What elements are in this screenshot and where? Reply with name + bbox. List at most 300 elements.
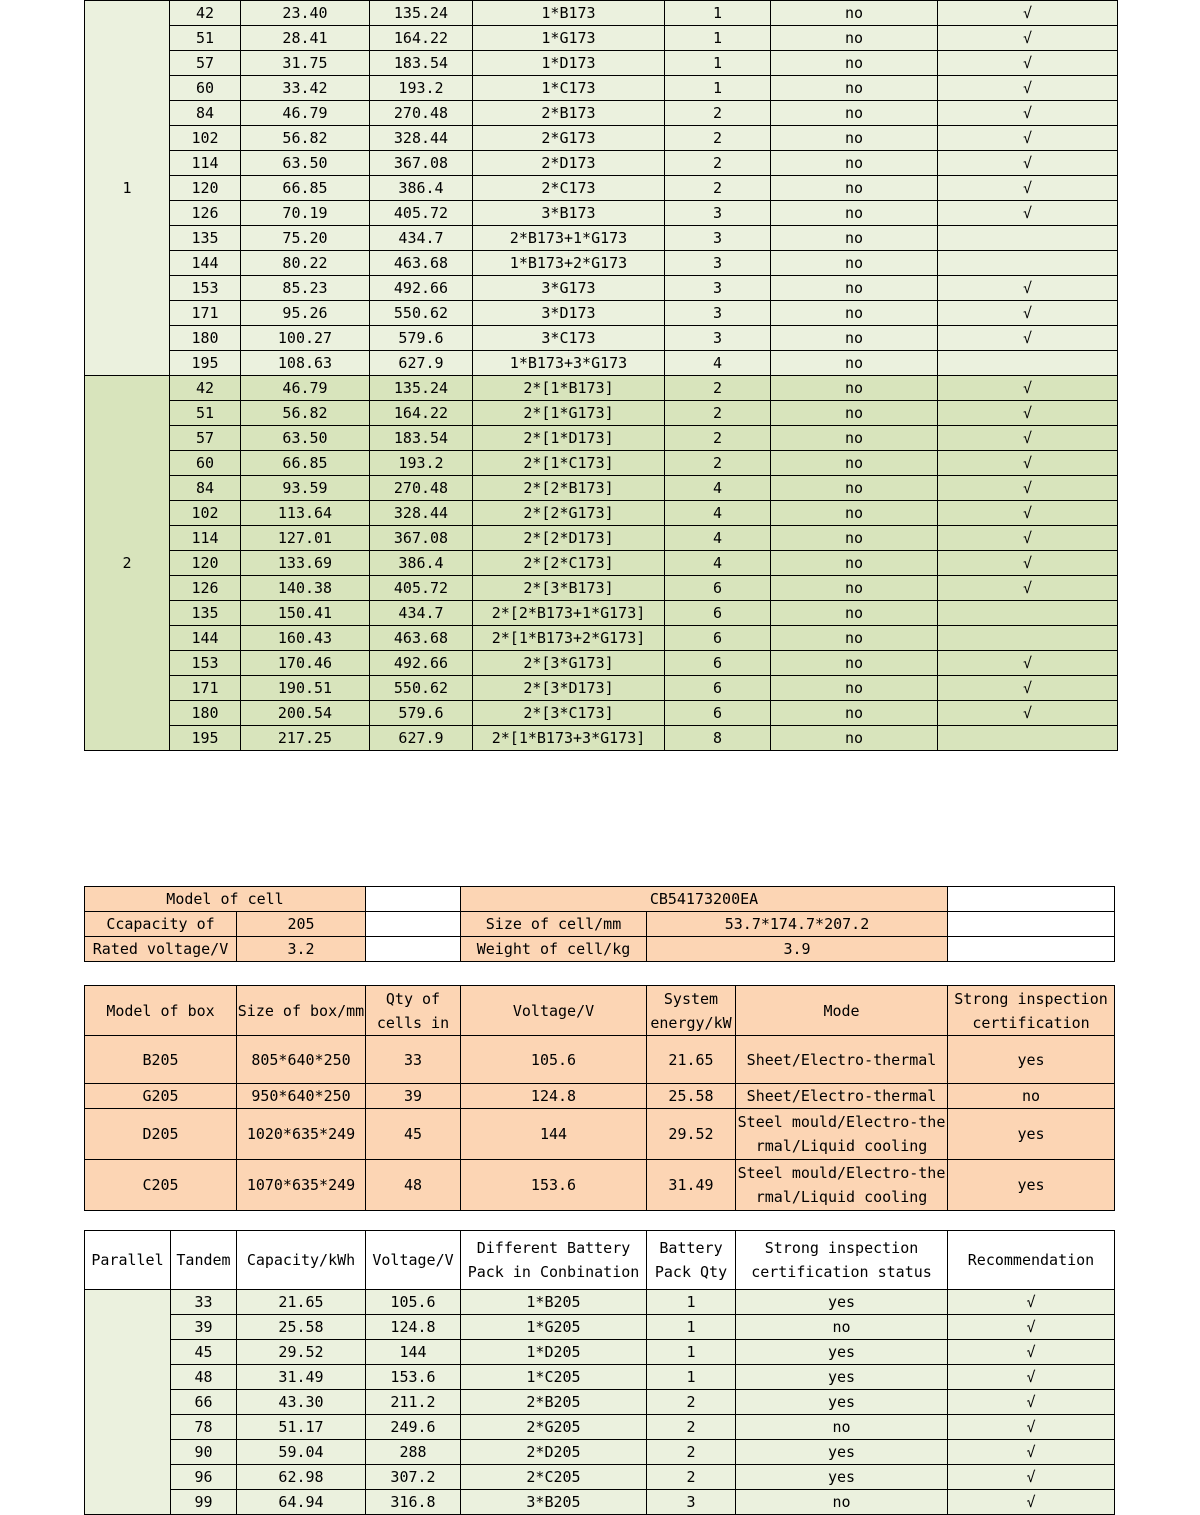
capacity-cell: 93.59 — [241, 476, 370, 501]
tandem-cell: 102 — [170, 501, 241, 526]
recommendation-cell: √ — [938, 551, 1118, 576]
pack-qty-cell: 2 — [665, 401, 771, 426]
table-row — [85, 576, 1118, 601]
pack-qty-cell: 1 — [665, 1, 771, 26]
pack-qty-cell: 1 — [665, 51, 771, 76]
voltage-cell: 627.9 — [370, 726, 473, 751]
parallel-cell: 2 — [85, 376, 170, 751]
capacity-cell: 43.30 — [237, 1390, 366, 1415]
combination-cell: 3*B173 — [473, 201, 665, 226]
combination-table-205-body — [85, 1231, 1115, 1515]
box-header-row — [85, 986, 1115, 1036]
table-row — [85, 426, 1118, 451]
pack-qty-cell: 1 — [665, 26, 771, 51]
tandem-cell: 42 — [170, 1, 241, 26]
voltage-cell: 627.9 — [370, 351, 473, 376]
capacity-cell: 63.50 — [241, 151, 370, 176]
tandem-cell: 51 — [170, 26, 241, 51]
table-row — [85, 1315, 1115, 1340]
tandem-cell: 99 — [171, 1490, 237, 1515]
table-row — [85, 1, 1118, 26]
tandem-cell: 153 — [170, 651, 241, 676]
pack-qty-cell: 1 — [647, 1315, 736, 1340]
cell-weight-label: Weight of cell/kg — [461, 937, 647, 962]
box-voltage: 105.6 — [461, 1036, 647, 1084]
tandem-cell: 102 — [170, 126, 241, 151]
pack-qty-cell: 2 — [665, 101, 771, 126]
box-voltage: 153.6 — [461, 1160, 647, 1211]
combination-cell: 2*B173+1*G173 — [473, 226, 665, 251]
pack-qty-cell: 1 — [647, 1290, 736, 1315]
pack-qty-cell: 6 — [665, 626, 771, 651]
pack-qty-cell: 4 — [665, 476, 771, 501]
capacity-cell: 66.85 — [241, 451, 370, 476]
combination-table-173-body — [85, 0, 1118, 751]
voltage-cell: 288 — [366, 1440, 461, 1465]
tandem-cell: 120 — [170, 176, 241, 201]
cert-status-cell: no — [771, 301, 938, 326]
table-row — [85, 126, 1118, 151]
capacity-cell: 62.98 — [237, 1465, 366, 1490]
recommendation-cell — [938, 226, 1118, 251]
table-row — [85, 176, 1118, 201]
recommendation-cell: √ — [948, 1365, 1115, 1390]
combination-cell: 2*G205 — [461, 1415, 647, 1440]
recommendation-cell — [938, 601, 1118, 626]
combination-cell: 1*G173 — [473, 26, 665, 51]
table-row — [85, 1490, 1115, 1515]
tandem-cell: 84 — [170, 476, 241, 501]
tandem-cell: 57 — [170, 51, 241, 76]
recommendation-cell: √ — [948, 1415, 1115, 1440]
pack-qty-cell: 3 — [665, 201, 771, 226]
tandem-cell: 144 — [170, 251, 241, 276]
pack-qty-cell: 2 — [647, 1440, 736, 1465]
pack-qty-cell: 8 — [665, 726, 771, 751]
capacity-cell: 108.63 — [241, 351, 370, 376]
box-mode: Sheet/Electro-thermal — [736, 1036, 948, 1084]
recommendation-cell: √ — [938, 651, 1118, 676]
capacity-cell: 160.43 — [241, 626, 370, 651]
combination-cell: 2*[1*B173+2*G173] — [473, 626, 665, 651]
pack-qty-cell: 2 — [665, 151, 771, 176]
combination-cell: 2*[2*D173] — [473, 526, 665, 551]
cert-status-cell: no — [771, 51, 938, 76]
combo-header-row — [85, 1231, 1115, 1290]
table-row — [85, 351, 1118, 376]
cell-model-value: CB54173200EA — [461, 887, 948, 912]
recommendation-cell: √ — [938, 476, 1118, 501]
cert-status-cell: yes — [736, 1365, 948, 1390]
cell-capacity-row — [85, 912, 1115, 937]
recommendation-cell — [938, 251, 1118, 276]
combination-table-205 — [84, 1230, 1115, 1515]
capacity-cell: 113.64 — [241, 501, 370, 526]
voltage-cell: 316.8 — [366, 1490, 461, 1515]
pack-qty-cell: 3 — [665, 251, 771, 276]
tandem-cell: 114 — [170, 151, 241, 176]
box-voltage: 124.8 — [461, 1084, 647, 1109]
recommendation-cell: √ — [938, 576, 1118, 601]
box-size: 1070*635*249 — [237, 1160, 366, 1211]
pack-qty-cell: 2 — [665, 426, 771, 451]
cert-status-cell: no — [771, 626, 938, 651]
tandem-cell: 120 — [170, 551, 241, 576]
tandem-cell: 180 — [170, 701, 241, 726]
table-row — [85, 76, 1118, 101]
recommendation-cell: √ — [938, 701, 1118, 726]
box-size: 1020*635*249 — [237, 1109, 366, 1160]
cert-status-cell: no — [771, 276, 938, 301]
recommendation-cell: √ — [948, 1290, 1115, 1315]
combo-header-voltage: Voltage/V — [366, 1231, 461, 1290]
cert-status-cell: no — [771, 76, 938, 101]
table-row — [85, 726, 1118, 751]
tandem-cell: 42 — [170, 376, 241, 401]
box-model: B205 — [85, 1036, 237, 1084]
table-row — [85, 51, 1118, 76]
combination-cell: 2*[2*G173] — [473, 501, 665, 526]
capacity-cell: 25.58 — [237, 1315, 366, 1340]
box-row-b205 — [85, 1036, 1115, 1084]
recommendation-cell: √ — [938, 76, 1118, 101]
combination-cell: 3*D173 — [473, 301, 665, 326]
combo-header-combination: Different Battery Pack in Conbination — [461, 1231, 647, 1290]
table-row — [85, 226, 1118, 251]
pack-qty-cell: 2 — [665, 451, 771, 476]
cert-status-cell: yes — [736, 1440, 948, 1465]
tandem-cell: 144 — [170, 626, 241, 651]
combination-cell: 2*[1*D173] — [473, 426, 665, 451]
capacity-cell: 46.79 — [241, 376, 370, 401]
voltage-cell: 550.62 — [370, 676, 473, 701]
tandem-cell: 57 — [170, 426, 241, 451]
recommendation-cell: √ — [948, 1465, 1115, 1490]
box-mode: Steel mould/Electro-thermal/Liquid cooling — [736, 1109, 948, 1160]
recommendation-cell: √ — [938, 401, 1118, 426]
table-row — [85, 1465, 1115, 1490]
combination-cell: 3*G173 — [473, 276, 665, 301]
combo-header-pack-qty: Battery Pack Qty — [647, 1231, 736, 1290]
tandem-cell: 153 — [170, 276, 241, 301]
tandem-cell: 39 — [171, 1315, 237, 1340]
voltage-cell: 270.48 — [370, 101, 473, 126]
cert-status-cell: no — [771, 26, 938, 51]
recommendation-cell: √ — [938, 326, 1118, 351]
combination-cell: 2*B205 — [461, 1390, 647, 1415]
tandem-cell: 84 — [170, 101, 241, 126]
pack-qty-cell: 4 — [665, 501, 771, 526]
voltage-cell: 164.22 — [370, 401, 473, 426]
voltage-cell: 463.68 — [370, 251, 473, 276]
voltage-cell: 270.48 — [370, 476, 473, 501]
table-row — [85, 1340, 1115, 1365]
pack-qty-cell: 3 — [647, 1490, 736, 1515]
capacity-cell: 63.50 — [241, 426, 370, 451]
voltage-cell: 550.62 — [370, 301, 473, 326]
capacity-cell: 64.94 — [237, 1490, 366, 1515]
combination-cell: 3*C173 — [473, 326, 665, 351]
table-row — [85, 1390, 1115, 1415]
cell-capacity-value: 205 — [237, 912, 366, 937]
table-row — [85, 501, 1118, 526]
combination-cell: 3*B205 — [461, 1490, 647, 1515]
box-size: 805*640*250 — [237, 1036, 366, 1084]
cert-status-cell: no — [771, 326, 938, 351]
combo-header-parallel: Parallel — [85, 1231, 171, 1290]
pack-qty-cell: 4 — [665, 551, 771, 576]
capacity-cell: 133.69 — [241, 551, 370, 576]
recommendation-cell: √ — [938, 676, 1118, 701]
box-row-d205 — [85, 1109, 1115, 1160]
cert-status-cell: yes — [736, 1465, 948, 1490]
cert-status-cell: no — [771, 176, 938, 201]
voltage-cell: 135.24 — [370, 1, 473, 26]
combination-cell: 2*[3*G173] — [473, 651, 665, 676]
pack-qty-cell: 2 — [665, 176, 771, 201]
capacity-cell: 200.54 — [241, 701, 370, 726]
box-header-cert: Strong inspection certification — [948, 986, 1115, 1036]
combination-cell: 2*[3*D173] — [473, 676, 665, 701]
voltage-cell: 135.24 — [370, 376, 473, 401]
capacity-cell: 95.26 — [241, 301, 370, 326]
table-row — [85, 301, 1118, 326]
cell-voltage-label: Rated voltage/V — [85, 937, 237, 962]
box-header-mode: Mode — [736, 986, 948, 1036]
box-qty: 39 — [366, 1084, 461, 1109]
cert-status-cell: no — [771, 376, 938, 401]
box-row-g205 — [85, 1084, 1115, 1109]
pack-qty-cell: 1 — [665, 76, 771, 101]
table-row — [85, 601, 1118, 626]
cell-box-spec-table — [84, 886, 1115, 1211]
voltage-cell: 193.2 — [370, 451, 473, 476]
tandem-cell: 66 — [171, 1390, 237, 1415]
pack-qty-cell: 6 — [665, 601, 771, 626]
table-row — [85, 26, 1118, 51]
combination-cell: 2*[3*B173] — [473, 576, 665, 601]
box-header-qty: Qty of cells in — [366, 986, 461, 1036]
table-row — [85, 376, 1118, 401]
cert-status-cell: no — [771, 726, 938, 751]
recommendation-cell: √ — [938, 501, 1118, 526]
tandem-cell: 114 — [170, 526, 241, 551]
cell-voltage-row — [85, 937, 1115, 962]
capacity-cell: 100.27 — [241, 326, 370, 351]
pack-qty-cell: 1 — [647, 1365, 736, 1390]
voltage-cell: 405.72 — [370, 201, 473, 226]
combo-header-capacity: Capacity/kWh — [237, 1231, 366, 1290]
table-row — [85, 326, 1118, 351]
recommendation-cell: √ — [938, 26, 1118, 51]
cert-status-cell: yes — [736, 1390, 948, 1415]
combination-cell: 2*[2*C173] — [473, 551, 665, 576]
box-model: G205 — [85, 1084, 237, 1109]
capacity-cell: 29.52 — [237, 1340, 366, 1365]
combination-cell: 2*[1*C173] — [473, 451, 665, 476]
tandem-cell: 135 — [170, 226, 241, 251]
capacity-cell: 75.20 — [241, 226, 370, 251]
table-row — [85, 276, 1118, 301]
recommendation-cell: √ — [948, 1490, 1115, 1515]
voltage-cell: 144 — [366, 1340, 461, 1365]
pack-qty-cell: 2 — [665, 126, 771, 151]
cell-model-row — [85, 887, 1115, 912]
tandem-cell: 45 — [171, 1340, 237, 1365]
recommendation-cell: √ — [938, 126, 1118, 151]
box-row-c205 — [85, 1160, 1115, 1211]
table-row — [85, 476, 1118, 501]
combination-cell: 2*[1*B173+3*G173] — [473, 726, 665, 751]
box-header-voltage: Voltage/V — [461, 986, 647, 1036]
capacity-cell: 150.41 — [241, 601, 370, 626]
voltage-cell: 124.8 — [366, 1315, 461, 1340]
voltage-cell: 434.7 — [370, 226, 473, 251]
combination-cell: 1*D173 — [473, 51, 665, 76]
capacity-cell: 80.22 — [241, 251, 370, 276]
capacity-cell: 217.25 — [241, 726, 370, 751]
pack-qty-cell: 6 — [665, 576, 771, 601]
recommendation-cell — [938, 626, 1118, 651]
table-row — [85, 151, 1118, 176]
tandem-cell: 126 — [170, 576, 241, 601]
cert-status-cell: no — [771, 501, 938, 526]
capacity-cell: 31.75 — [241, 51, 370, 76]
box-model: D205 — [85, 1109, 237, 1160]
combination-cell: 1*C173 — [473, 76, 665, 101]
recommendation-cell: √ — [938, 301, 1118, 326]
box-energy: 25.58 — [647, 1084, 736, 1109]
cert-status-cell: no — [736, 1415, 948, 1440]
cert-status-cell: no — [771, 451, 938, 476]
recommendation-cell — [938, 351, 1118, 376]
combination-cell: 2*C205 — [461, 1465, 647, 1490]
voltage-cell: 164.22 — [370, 26, 473, 51]
table-row — [85, 1415, 1115, 1440]
voltage-cell: 367.08 — [370, 526, 473, 551]
cert-status-cell: no — [771, 251, 938, 276]
box-header-energy: System energy/kW — [647, 986, 736, 1036]
recommendation-cell: √ — [948, 1440, 1115, 1465]
combination-cell: 2*[1*G173] — [473, 401, 665, 426]
cert-status-cell: no — [771, 601, 938, 626]
cert-status-cell: no — [771, 101, 938, 126]
recommendation-cell: √ — [938, 201, 1118, 226]
cell-weight-value: 3.9 — [647, 937, 948, 962]
cert-status-cell: no — [771, 426, 938, 451]
box-cert: yes — [948, 1036, 1115, 1084]
cert-status-cell: no — [771, 576, 938, 601]
voltage-cell: 183.54 — [370, 51, 473, 76]
capacity-cell: 127.01 — [241, 526, 370, 551]
box-cert: no — [948, 1084, 1115, 1109]
cert-status-cell: no — [771, 226, 938, 251]
box-header-model: Model of box — [85, 986, 237, 1036]
capacity-cell: 46.79 — [241, 101, 370, 126]
recommendation-cell: √ — [938, 276, 1118, 301]
recommendation-cell: √ — [938, 1, 1118, 26]
cell-size-label: Size of cell/mm — [461, 912, 647, 937]
tandem-cell: 51 — [170, 401, 241, 426]
capacity-cell: 28.41 — [241, 26, 370, 51]
capacity-cell: 33.42 — [241, 76, 370, 101]
voltage-cell: 386.4 — [370, 176, 473, 201]
voltage-cell: 105.6 — [366, 1290, 461, 1315]
recommendation-cell: √ — [948, 1315, 1115, 1340]
pack-qty-cell: 2 — [647, 1465, 736, 1490]
voltage-cell: 307.2 — [366, 1465, 461, 1490]
recommendation-cell: √ — [938, 151, 1118, 176]
voltage-cell: 193.2 — [370, 76, 473, 101]
combination-cell: 1*G205 — [461, 1315, 647, 1340]
pack-qty-cell: 2 — [647, 1415, 736, 1440]
cert-status-cell: no — [736, 1490, 948, 1515]
combination-cell: 2*D173 — [473, 151, 665, 176]
voltage-cell: 463.68 — [370, 626, 473, 651]
capacity-cell: 21.65 — [237, 1290, 366, 1315]
parallel-cell — [85, 1290, 171, 1515]
combination-cell: 2*B173 — [473, 101, 665, 126]
box-header-size: Size of box/mm — [237, 986, 366, 1036]
voltage-cell: 328.44 — [370, 501, 473, 526]
cert-status-cell: no — [771, 126, 938, 151]
tandem-cell: 48 — [171, 1365, 237, 1390]
tandem-cell: 171 — [170, 676, 241, 701]
combination-cell: 1*C205 — [461, 1365, 647, 1390]
cert-status-cell: yes — [736, 1340, 948, 1365]
recommendation-cell: √ — [938, 451, 1118, 476]
box-mode: Steel mould/Electro-thermal/Liquid cooling — [736, 1160, 948, 1211]
voltage-cell: 328.44 — [370, 126, 473, 151]
combo-header-tandem: Tandem — [171, 1231, 237, 1290]
table-row — [85, 451, 1118, 476]
combo-header-recommendation: Recommendation — [948, 1231, 1115, 1290]
tandem-cell: 90 — [171, 1440, 237, 1465]
combination-cell: 1*B173+2*G173 — [473, 251, 665, 276]
voltage-cell: 183.54 — [370, 426, 473, 451]
pack-qty-cell: 6 — [665, 676, 771, 701]
cert-status-cell: no — [771, 526, 938, 551]
table-row — [85, 251, 1118, 276]
table-row — [85, 201, 1118, 226]
combination-cell: 2*[2*B173] — [473, 476, 665, 501]
box-energy: 31.49 — [647, 1160, 736, 1211]
tandem-cell: 126 — [170, 201, 241, 226]
box-voltage: 144 — [461, 1109, 647, 1160]
capacity-cell: 59.04 — [237, 1440, 366, 1465]
pack-qty-cell: 6 — [665, 701, 771, 726]
tandem-cell: 60 — [170, 76, 241, 101]
combination-cell: 2*G173 — [473, 126, 665, 151]
cert-status-cell: no — [771, 1, 938, 26]
cert-status-cell: no — [771, 551, 938, 576]
cert-status-cell: no — [771, 676, 938, 701]
capacity-cell: 56.82 — [241, 401, 370, 426]
combination-cell: 2*[3*C173] — [473, 701, 665, 726]
recommendation-cell: √ — [948, 1340, 1115, 1365]
cert-status-cell: yes — [736, 1290, 948, 1315]
capacity-cell: 23.40 — [241, 1, 370, 26]
tandem-cell: 135 — [170, 601, 241, 626]
tandem-cell: 180 — [170, 326, 241, 351]
voltage-cell: 579.6 — [370, 701, 473, 726]
voltage-cell: 492.66 — [370, 651, 473, 676]
combination-cell: 2*[1*B173] — [473, 376, 665, 401]
capacity-cell: 85.23 — [241, 276, 370, 301]
combination-cell: 1*B173 — [473, 1, 665, 26]
tandem-cell: 60 — [170, 451, 241, 476]
capacity-cell: 66.85 — [241, 176, 370, 201]
